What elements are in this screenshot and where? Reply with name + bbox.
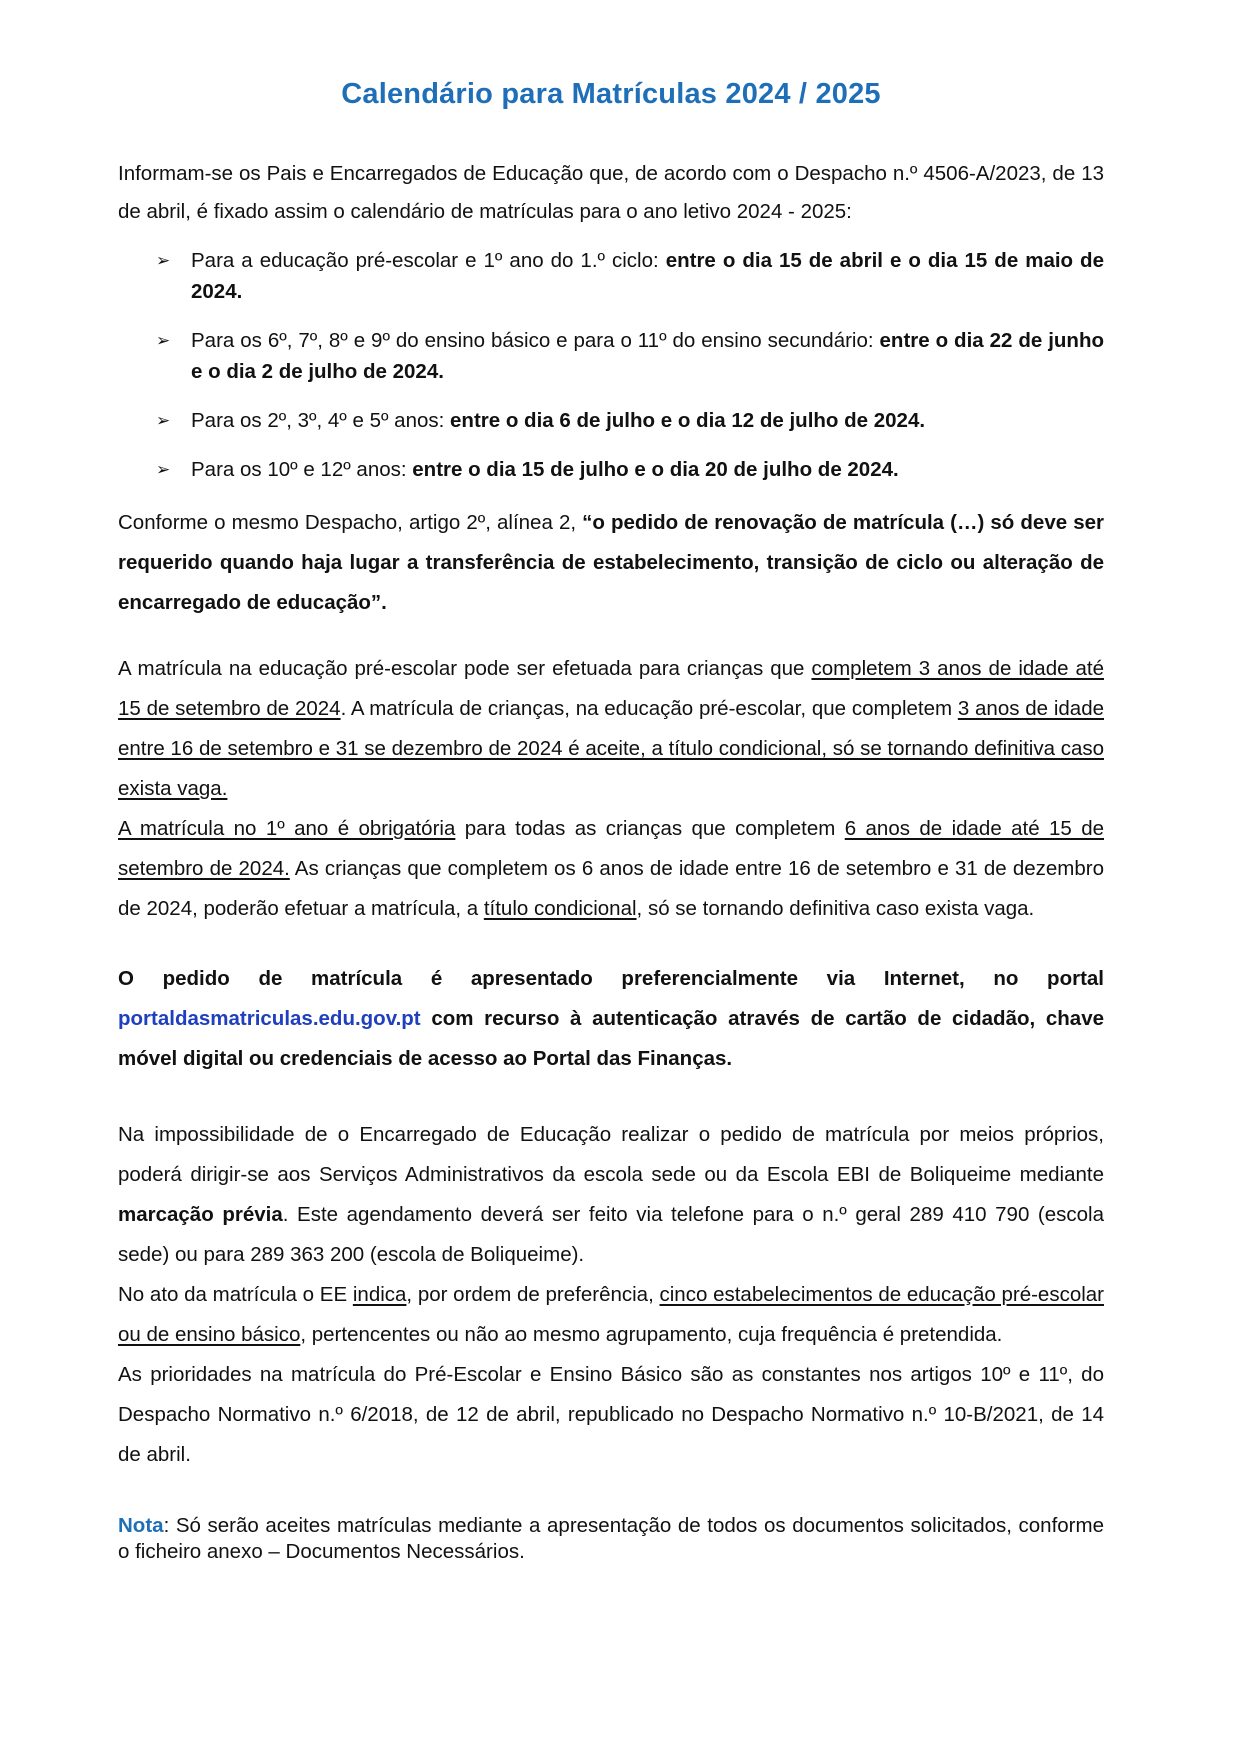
arrow-bullet-icon: ➢: [156, 411, 171, 430]
arrow-bullet-icon: ➢: [156, 331, 171, 350]
list-item: ➢ Para a educação pré-escolar e 1º ano do 1.º ciclo: entre o dia 15 de abril e o dia 15 de maio de 2024.: [118, 245, 1104, 307]
arrow-bullet-icon: ➢: [156, 251, 171, 270]
ato-matricula-paragraph: No ato da matrícula o EE indica, por ordem de preferência, cinco estabelecimentos de educação pré-escolar ou de ensino básico, pertencentes ou não ao mesmo agrupamento, cuja frequência é pretendida.: [118, 1283, 1105, 1346]
prioridades-paragraph: As prioridades na matrícula do Pré-Escolar e Ensino Básico são as constantes nos artigos 10º e 11º, do Despacho Normativo n.º 6/2018, de 12 de abril, republicado no Despacho Normativo n.º 10-B/2021, de 14 de abril.: [118, 1363, 1104, 1466]
conforme-paragraph: Conforme o mesmo Despacho, artigo 2º, alínea 2, “o pedido de renovação de matrícula (…) só deve ser requerido quando haja lugar a transferência de estabelecimento, transição de ciclo ou alteração de encarregado de educação”.: [118, 511, 1104, 614]
enrollment-dates-list: [118, 245, 1104, 485]
list-item: ➢ Para os 10º e 12º anos: entre o dia 15 de julho e o dia 20 de julho de 2024.: [118, 454, 1104, 485]
list-item: ➢ Para os 2º, 3º, 4º e 5º anos: entre o dia 6 de julho e o dia 12 de julho de 2024.: [118, 405, 1104, 436]
impossibilidade-paragraph: Na impossibilidade de o Encarregado de Educação realizar o pedido de matrícula por meios próprios, poderá dirigir-se aos Serviços Administrativos da escola sede ou da Escola EBI de Boliqueime mediante marcação prévia. Este agendamento deverá ser feito via telefone para o n.º geral 289 410 790 (escola sede) ou para 289 363 200 (escola de Boliqueime).: [118, 1123, 1105, 1266]
page-title: Calendário para Matrículas 2024 / 2025: [341, 78, 881, 110]
primeiro-ano-paragraph: A matrícula no 1º ano é obrigatória para todas as crianças que completem 6 anos de idade até 15 de setembro de 2024. As crianças que completem os 6 anos de idade entre 16 de setembro e 31 de dezembro de 2024, poderão efetuar a matrícula, a título condicional, só se tornando definitiva caso exista vaga.: [118, 817, 1105, 920]
portal-link[interactable]: portaldasmatriculas.edu.gov.pt: [118, 1007, 421, 1030]
nota-paragraph: Nota: Só serão aceites matrículas mediante a apresentação de todos os documentos solicitados, conforme o ficheiro anexo – Documentos Necessários.: [118, 1514, 1104, 1563]
list-item: ➢ Para os 6º, 7º, 8º e 9º do ensino básico e para o 11º do ensino secundário: entre o dia 22 de junho e o dia 2 de julho de 2024.: [118, 325, 1104, 387]
pre-escolar-paragraph: A matrícula na educação pré-escolar pode ser efetuada para crianças que completem 3 anos de idade até 15 de setembro de 2024. A matrícula de crianças, na educação pré-escolar, que completem 3 anos de idade entre 16 de setembro e 31 se dezembro de 2024 é aceite, a título condicional, só se tornando definitiva caso exista vaga.: [118, 657, 1105, 800]
nota-label: Nota: [118, 1514, 164, 1537]
arrow-bullet-icon: ➢: [156, 460, 171, 479]
intro-paragraph: Informam-se os Pais e Encarregados de Educação que, de acordo com o Despacho n.º 4506-A/2023, de 13 de abril, é fixado assim o calendário de matrículas para o ano letivo 2024 - 2025:: [118, 162, 1104, 223]
pedido-online-paragraph: O pedido de matrícula é apresentado preferencialmente via Internet, no portal portaldasmatriculas.edu.gov.pt com recurso à autenticação através de cartão de cidadão, chave móvel digital ou credenciais de acesso ao Portal das Finanças.: [118, 967, 1104, 1070]
